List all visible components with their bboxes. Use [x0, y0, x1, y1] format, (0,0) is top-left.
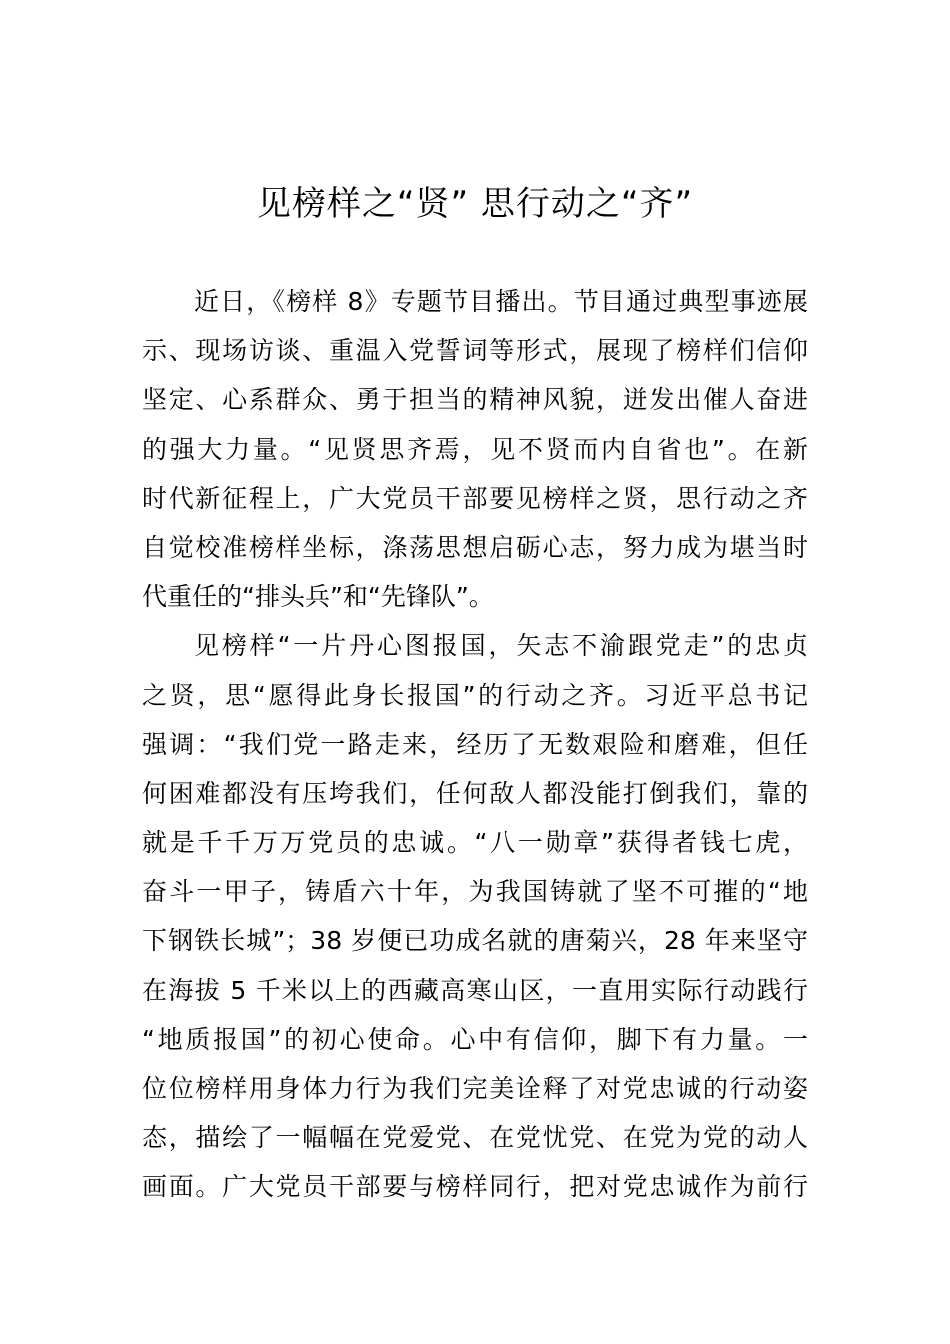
text-line: 就是千千万万党员的忠诚。“八一勋章”获得者钱七虎，: [142, 828, 808, 858]
text-line: 奋斗一甲子，铸盾六十年，为我国铸就了坚不可摧的“地: [142, 877, 808, 907]
text-line: 位位榜样用身体力行为我们完美诠释了对党忠诚的行动姿: [142, 1074, 808, 1103]
text-line: 代重任的“排头兵”和“先锋队”。: [142, 582, 494, 612]
text-line: 时代新征程上，广大党员干部要见榜样之贤，思行动之齐: [142, 483, 808, 513]
text-line: 自觉校准榜样坐标，涤荡思想启砺心志，努力成为堪当时: [142, 532, 808, 562]
page-title: 见榜样之“贤” 思行动之“齐”: [256, 184, 694, 224]
text-line: 坚定、心系群众、勇于担当的精神风貌，迸发出催人奋进: [142, 385, 808, 415]
text-line: 见榜样“一片丹心图报国，矢志不渝跟党走”的忠贞: [194, 631, 808, 661]
article-body: [142, 277, 808, 1212]
text-line: 在海拔 5 千米以上的西藏高寒山区，一直用实际行动践行: [142, 975, 808, 1005]
text-line: 下钢铁长城”；38 岁便已功成名就的唐菊兴，28 年来坚守: [142, 926, 808, 956]
text-line: “地质报国”的初心使命。心中有信仰，脚下有力量。一: [142, 1024, 808, 1054]
text-line: 之贤，思“愿得此身长报国”的行动之齐。习近平总书记: [142, 680, 808, 710]
paragraph-2: [142, 621, 808, 1211]
text-line: 的强大力量。“见贤思齐焉，见不贤而内自省也”。在新: [142, 434, 808, 464]
text-line: 强调：“我们党一路走来，经历了无数艰险和磨难，但任: [142, 729, 808, 759]
text-line: 何困难都没有压垮我们，任何敌人都没能打倒我们，靠的: [142, 778, 808, 808]
text-line: 画面。广大党员干部要与榜样同行，把对党忠诚作为前行: [142, 1172, 808, 1202]
paragraph-1: [142, 277, 808, 621]
text-line: 态，描绘了一幅幅在党爱党、在党忧党、在党为党的动人: [142, 1123, 808, 1153]
text-line: 示、现场访谈、重温入党誓词等形式，展现了榜样们信仰: [142, 336, 808, 366]
text-line: 近日，《榜样 8》专题节目播出。节目通过典型事迹展: [194, 287, 808, 316]
